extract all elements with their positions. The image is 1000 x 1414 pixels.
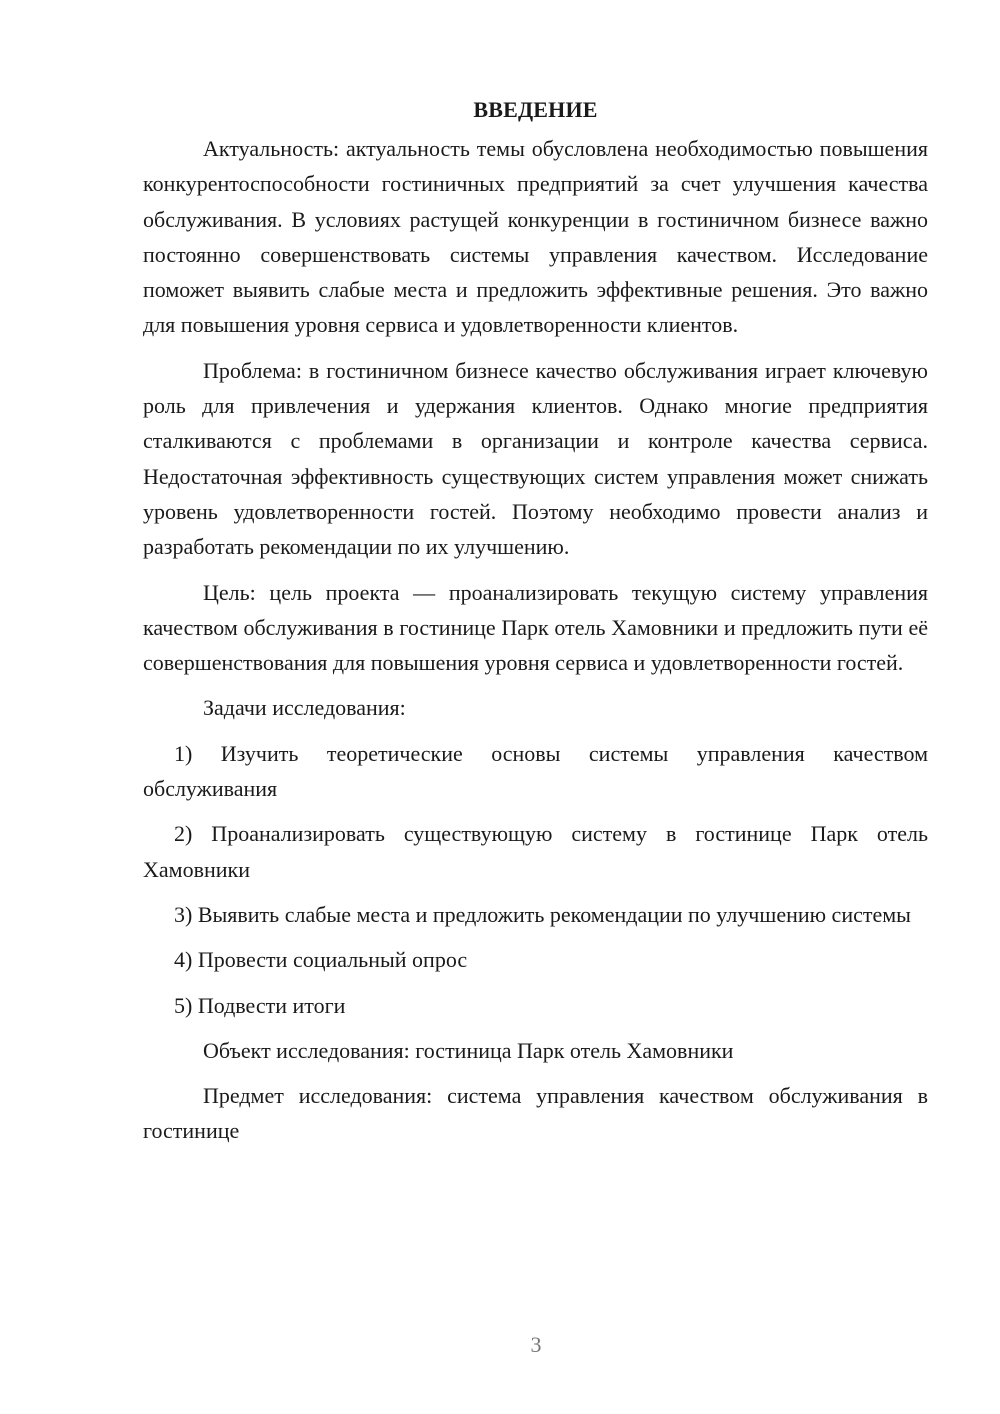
task-item-2: 2) Проанализировать существующую систему в гостинице Парк отель Хамовники [143, 821, 928, 882]
object-paragraph: Объект исследования: гостиница Парк отель Хамовники [203, 1037, 734, 1063]
tasks-heading: Задачи исследования: [203, 695, 406, 721]
goal-paragraph: Цель: цель проекта — проанализировать текущую систему управления качеством обслуживания в гостинице Парк отель Хамовники и предложить пути её совершенствования для повышения уровня сервиса и удовлетворенности гостей. [143, 579, 928, 676]
relevance-paragraph: Актуальность: актуальность темы обусловлена необходимостью повышения конкурентоспособности гостиничных предприятий за счет улучшения качества обслуживания. В условиях растущей конкуренции в гостиничном бизнесе важно постоянно совершенствовать системы управления качеством. Исследование поможет выявить слабые места и предложить эффективные решения. Это важно для повышения уровня сервиса и удовлетворенности клиентов. [143, 136, 928, 338]
task-item-5: 5) Подвести итоги [174, 992, 346, 1018]
problem-paragraph: Проблема: в гостиничном бизнесе качество обслуживания играет ключевую роль для привлечения и удержания клиентов. Однако многие предприятия сталкиваются с проблемами в организации и контроле качества сервиса. Недостаточная эффективность существующих систем управления может снижать уровень удовлетворенности гостей. Поэтому необходимо провести анализ и разработать рекомендации по их улучшению. [143, 357, 928, 560]
task-item-1: 1) Изучить теоретические основы системы управления качеством обслуживания [143, 740, 928, 802]
task-item-3: 3) Выявить слабые места и предложить рекомендации по улучшению системы [174, 901, 911, 927]
document-page [143, 92, 928, 1159]
task-item-4: 4) Провести социальный опрос [174, 947, 468, 973]
page-title: ВВЕДЕНИЕ [473, 97, 598, 122]
subject-paragraph: Предмет исследования: система управления качеством обслуживания в гостинице [143, 1083, 928, 1144]
page-number: 3 [530, 1332, 542, 1357]
